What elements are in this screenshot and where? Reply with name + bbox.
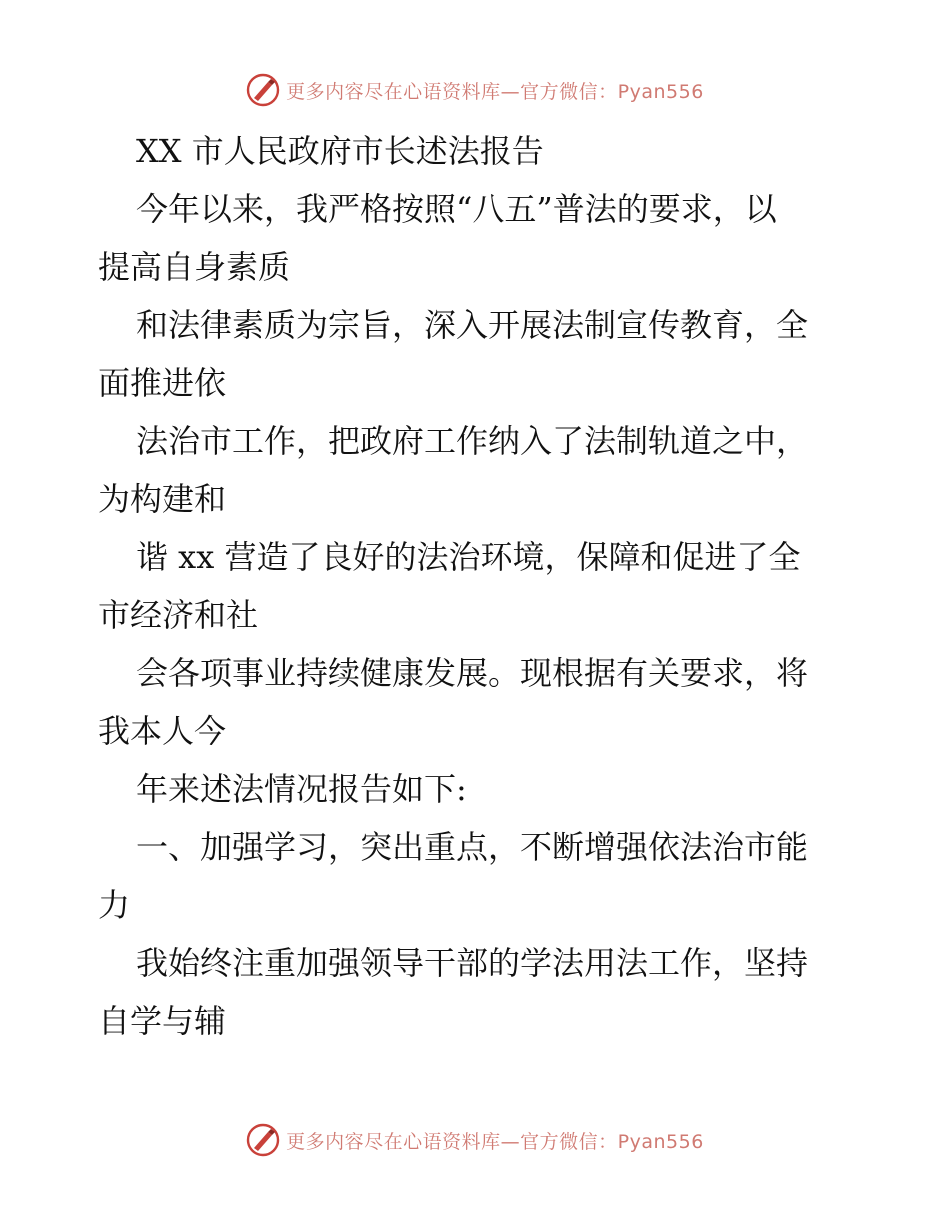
paragraph-line: 今年以来，我严格按照“八五”普法的要求，以 [136,190,777,228]
section-heading-continuation: 力 [98,886,131,924]
header-watermark [0,70,950,110]
watermark-text: 更多内容尽在心语资料库—官方微信：Pyan556 [286,1130,704,1153]
paragraph-line: 和法律素质为宗旨，深入开展法制宣传教育，全 [136,306,809,344]
paragraph-line: 面推进依 [98,364,227,402]
paragraph-line: 法治市工作，把政府工作纳入了法制轨道之中， [136,422,809,460]
paragraph-line: 提高自身素质 [98,248,291,286]
footer-watermark [0,1120,950,1160]
paragraph-line: 会各项事业持续健康发展。现根据有关要求，将 [136,654,809,692]
paragraph-line: 自学与辅 [98,1002,227,1040]
watermark-text: 更多内容尽在心语资料库—官方微信：Pyan556 [286,80,704,103]
pen-seal-logo-icon [246,73,280,107]
paragraph-line: 年来述法情况报告如下: [136,770,467,808]
paragraph-line: 市经济和社 [98,596,259,634]
document-title: XX 市人民政府市长述法报告 [136,132,544,170]
paragraph-line: 为构建和 [98,480,227,518]
section-heading: 一、加强学习，突出重点，不断增强依法治市能 [136,828,809,866]
paragraph-line: 我始终注重加强领导干部的学法用法工作，坚持 [136,944,809,982]
paragraph-line: 谐 xx 营造了良好的法治环境，保障和促进了全 [136,538,801,576]
document-body [98,122,858,1050]
paragraph-line: 我本人今 [98,712,227,750]
pen-seal-logo-icon [246,1123,280,1157]
